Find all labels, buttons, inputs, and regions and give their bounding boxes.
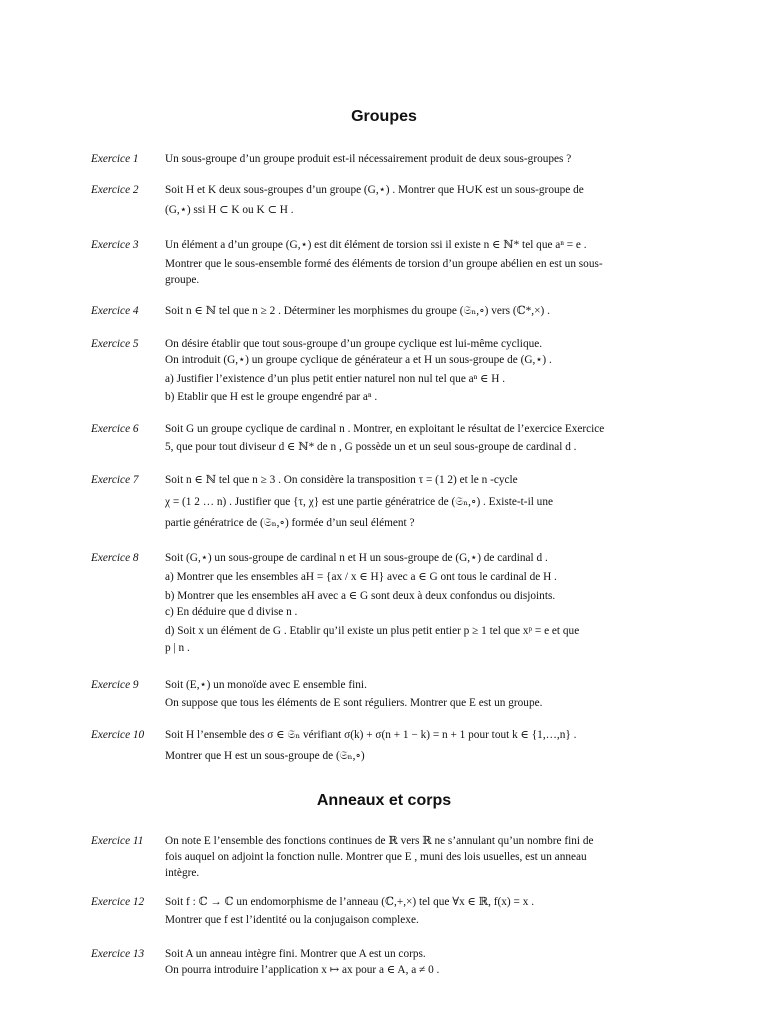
- exercise-line: Soit (E,⋆) un monoïde avec E ensemble fini.: [165, 679, 367, 691]
- exercise-label: Exercice 10: [91, 729, 145, 741]
- exercise-8: [91, 550, 681, 656]
- exercise-line: χ = (1 2 … n) . Justifier que {τ, χ} est une partie génératrice de (𝔖ₙ,∘) . Existe-t-il une: [165, 496, 553, 508]
- exercise-6: [91, 421, 681, 455]
- exercise-line: a) Justifier l’existence d’un plus petit entier naturel non nul tel que aⁿ ∈ H .: [165, 373, 506, 385]
- exercise-line: Montrer que H est un sous-groupe de (𝔖ₙ,∘): [165, 750, 365, 762]
- exercise-text: [165, 894, 681, 928]
- exercise-3: [91, 237, 681, 288]
- exercise-10: [91, 727, 681, 764]
- exercise-line: On pourra introduire l’application x ↦ ax pour a ∈ A, a ≠ 0 .: [165, 964, 440, 976]
- exercise-line: Un élément a d’un groupe (G,⋆) est dit élément de torsion ssi il existe n ∈ ℕ* tel que aⁿ = e .: [165, 239, 587, 251]
- exercise-12: [91, 894, 681, 928]
- exercise-line: On note E l’ensemble des fonctions continues de ℝ vers ℝ ne s’annulant qu’un nombre fini de: [165, 835, 594, 847]
- exercise-line: b) Montrer que les ensembles aH avec a ∈ G sont deux à deux confondus ou disjoints.: [165, 590, 556, 602]
- exercise-text: [165, 182, 681, 218]
- exercise-line: partie génératrice de (𝔖ₙ,∘) formée d’un seul élément ?: [165, 517, 415, 529]
- exercise-line: groupe.: [165, 274, 200, 286]
- exercise-text: [165, 833, 681, 881]
- exercise-label: Exercice 13: [91, 948, 145, 960]
- exercise-text: [165, 237, 681, 288]
- section-title-anneaux-et-corps: Anneaux et corps: [316, 792, 452, 809]
- exercise-line: a) Montrer que les ensembles aH = {ax / x ∈ H} avec a ∈ G ont tous le cardinal de H .: [165, 571, 557, 583]
- exercise-label: Exercice 11: [91, 835, 144, 847]
- exercise-13: [91, 946, 681, 978]
- exercise-text: [165, 421, 681, 455]
- exercise-line: (G,⋆) ssi H ⊂ K ou K ⊂ H .: [165, 204, 294, 216]
- exercise-label: Exercice 3: [91, 239, 139, 251]
- exercise-line: Un sous-groupe d’un groupe produit est-il nécessairement produit de deux sous-groupes ?: [165, 153, 572, 165]
- exercise-label: Exercice 8: [91, 552, 139, 564]
- exercise-line: Soit A un anneau intègre fini. Montrer que A est un corps.: [165, 948, 426, 960]
- exercise-line: On suppose que tous les éléments de E sont réguliers. Montrer que E est un groupe.: [165, 697, 543, 709]
- exercise-line: Soit G un groupe cyclique de cardinal n . Montrer, en exploitant le résultat de l’exercice Exercice: [165, 423, 605, 435]
- exercise-line: Soit n ∈ ℕ tel que n ≥ 2 . Déterminer les morphismes du groupe (𝔖ₙ,∘) vers (ℂ*,×) .: [165, 305, 550, 317]
- exercise-9: [91, 677, 681, 711]
- exercise-1: [91, 151, 681, 167]
- exercise-text: [165, 677, 681, 711]
- exercise-line: 5, que pour tout diviseur d ∈ ℕ* de n , G possède un et un seul sous-groupe de cardinal d .: [165, 441, 577, 453]
- exercise-line: Soit (G,⋆) un sous-groupe de cardinal n et H un sous-groupe de (G,⋆) de cardinal d .: [165, 552, 548, 564]
- exercise-line: fois auquel on adjoint la fonction nulle. Montrer que E , muni des lois usuelles, est un anneau: [165, 851, 587, 863]
- exercise-text: [165, 336, 681, 405]
- exercise-line: Montrer que f est l’identité ou la conjugaison complexe.: [165, 914, 419, 926]
- exercise-4: [91, 303, 681, 319]
- exercise-line: Soit H et K deux sous-groupes d’un groupe (G,⋆) . Montrer que H∪K est un sous-groupe de: [165, 184, 584, 196]
- section-title-groupes: Groupes: [351, 108, 417, 125]
- exercise-line: p | n .: [165, 642, 190, 654]
- exercise-text: [165, 550, 681, 656]
- exercise-label: Exercice 6: [91, 423, 139, 435]
- exercise-text: [165, 303, 681, 319]
- exercise-label: Exercice 9: [91, 679, 139, 691]
- exercise-line: On introduit (G,⋆) un groupe cyclique de générateur a et H un sous-groupe de (G,⋆) .: [165, 354, 552, 366]
- exercise-line: Soit f : ℂ → ℂ un endomorphisme de l’anneau (ℂ,+,×) tel que ∀x ∈ ℝ, f(x) = x .: [165, 896, 535, 908]
- exercise-line: Soit n ∈ ℕ tel que n ≥ 3 . On considère la transposition τ = (1 2) et le n -cycle: [165, 474, 518, 486]
- exercise-line: d) Soit x un élément de G . Etablir qu’il existe un plus petit entier p ≥ 1 tel que xᵖ = e et que: [165, 625, 580, 637]
- exercise-7: [91, 472, 681, 531]
- exercise-line: c) En déduire que d divise n .: [165, 606, 298, 618]
- exercise-5: [91, 336, 681, 405]
- exercise-label: Exercice 7: [91, 474, 139, 486]
- exercise-line: On désire établir que tout sous-groupe d’un groupe cyclique est lui-même cyclique.: [165, 338, 543, 350]
- exercise-line: b) Etablir que H est le groupe engendré par aⁿ .: [165, 391, 378, 403]
- exercise-2: [91, 182, 681, 218]
- exercise-line: Montrer que le sous-ensemble formé des éléments de torsion d’un groupe abélien en est un sous-: [165, 258, 603, 270]
- exercise-label: Exercice 1: [91, 153, 139, 165]
- exercise-text: [165, 472, 681, 531]
- exercise-label: Exercice 12: [91, 896, 145, 908]
- exercise-label: Exercice 4: [91, 305, 139, 317]
- exercise-label: Exercice 2: [91, 184, 139, 196]
- exercise-line: intègre.: [165, 867, 200, 879]
- exercise-text: [165, 946, 681, 978]
- exercise-text: [165, 727, 681, 764]
- exercise-line: Soit H l’ensemble des σ ∈ 𝔖ₙ vérifiant σ(k) + σ(n + 1 − k) = n + 1 pour tout k ∈ {1,…,n} .: [165, 729, 577, 741]
- exercise-label: Exercice 5: [91, 338, 139, 350]
- exercise-11: [91, 833, 681, 881]
- exercise-text: [165, 151, 681, 167]
